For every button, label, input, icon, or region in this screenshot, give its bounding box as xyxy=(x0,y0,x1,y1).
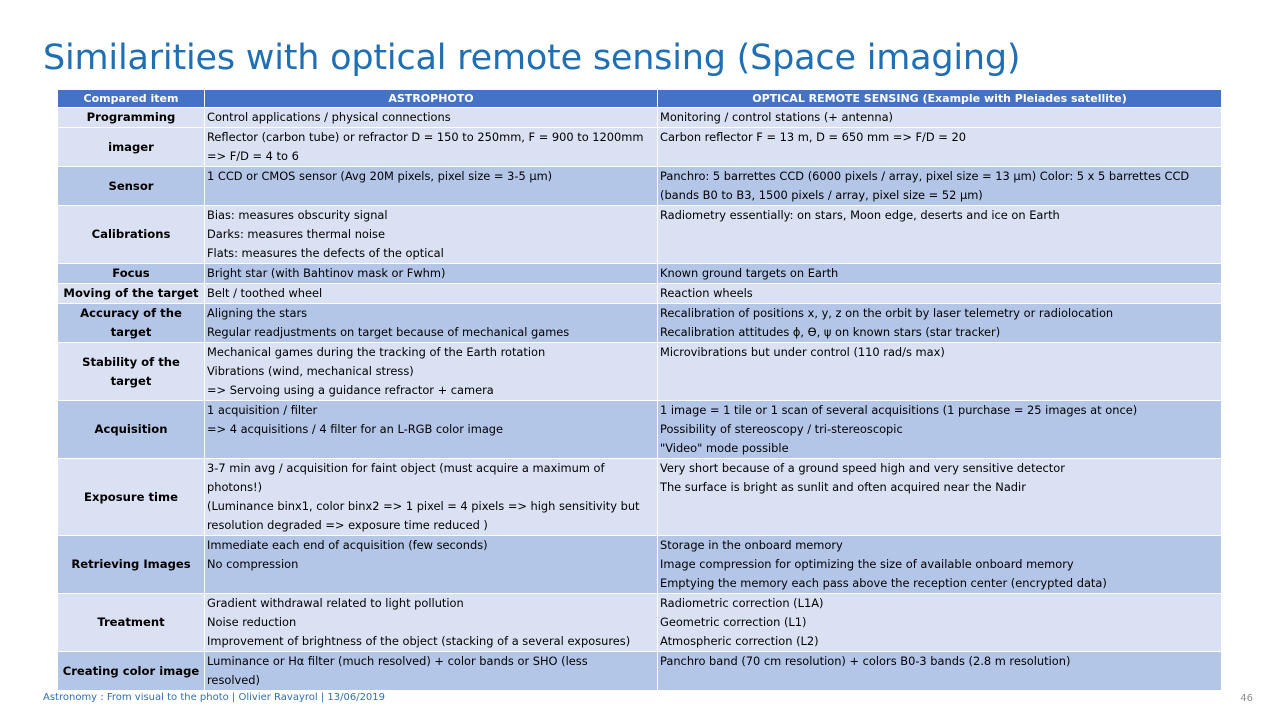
optical-remote-sensing-cell xyxy=(658,304,1222,343)
cell-line: photons!) xyxy=(207,480,263,494)
cell-line: Geometric correction (L1) xyxy=(660,615,807,629)
optical-remote-sensing-cell xyxy=(658,401,1222,459)
cell-line: 1 image = 1 tile or 1 scan of several acquisitions (1 purchase = 25 images at once) xyxy=(660,403,1138,417)
astrophoto-cell xyxy=(205,401,658,459)
optical-remote-sensing-cell xyxy=(658,343,1222,401)
cell-line: Radiometric correction (L1A) xyxy=(660,596,824,610)
cell-line: Very short because of a ground speed high and very sensitive detector xyxy=(660,461,1065,475)
cell-line: Microvibrations but under control (110 rad/s max) xyxy=(660,345,945,359)
cell-line: Bright star (with Bahtinov mask or Fwhm) xyxy=(207,266,446,280)
cell-line: Belt / toothed wheel xyxy=(207,286,323,300)
table-row xyxy=(58,401,1222,459)
optical-remote-sensing-cell xyxy=(658,284,1222,304)
table-row xyxy=(58,459,1222,536)
row-compared-item: Moving of the target xyxy=(58,284,205,304)
cell-line: Known ground targets on Earth xyxy=(660,266,839,280)
cell-line: Recalibration of positions x, y, z on the orbit by laser telemetry or radiolocation xyxy=(660,306,1114,320)
cell-line: Reaction wheels xyxy=(660,286,753,300)
cell-line: Panchro band (70 cm resolution) + colors B0-3 bands (2.8 m resolution) xyxy=(660,654,1071,668)
cell-line: Aligning the stars xyxy=(207,306,308,320)
cell-line: Flats: measures the defects of the optical xyxy=(207,246,444,260)
astrophoto-cell xyxy=(205,594,658,652)
cell-line: Radiometry essentially: on stars, Moon edge, deserts and ice on Earth xyxy=(660,208,1060,222)
header-compared-item: Compared item xyxy=(58,90,205,108)
optical-remote-sensing-cell xyxy=(658,264,1222,284)
cell-line: Reflector (carbon tube) or refractor D = 150 to 250mm, F = 900 to 1200mm xyxy=(207,130,644,144)
cell-line: (Luminance binx1, color binx2 => 1 pixel = 4 pixels => high sensitivity but xyxy=(207,499,640,513)
table-row xyxy=(58,128,1222,167)
table-header-row xyxy=(58,90,1222,108)
cell-line: resolution degraded => exposure time reduced ) xyxy=(207,518,488,532)
astrophoto-cell xyxy=(205,652,658,691)
header-optical-remote-sensing: OPTICAL REMOTE SENSING (Example with Pleiades satellite) xyxy=(658,90,1222,108)
astrophoto-cell xyxy=(205,264,658,284)
cell-line: Darks: measures thermal noise xyxy=(207,227,385,241)
cell-line: "Video" mode possible xyxy=(660,441,789,455)
row-compared-item: Acquisition xyxy=(58,401,205,459)
astrophoto-cell xyxy=(205,206,658,264)
row-compared-item: Exposure time xyxy=(58,459,205,536)
row-compared-item: Programming xyxy=(58,108,205,128)
cell-line: Carbon reflector F = 13 m, D = 650 mm => F/D = 20 xyxy=(660,130,966,144)
cell-line: 1 CCD or CMOS sensor (Avg 20M pixels, pixel size = 3-5 µm) xyxy=(207,169,553,183)
cell-line: resolved) xyxy=(207,673,260,687)
table-row xyxy=(58,264,1222,284)
row-compared-item: Treatment xyxy=(58,594,205,652)
page-number: 46 xyxy=(1240,693,1253,704)
cell-line: => F/D = 4 to 6 xyxy=(207,149,299,163)
cell-line: No compression xyxy=(207,557,299,571)
cell-line: Panchro: 5 barrettes CCD (6000 pixels / array, pixel size = 13 µm) Color: 5 x 5 barrettes CCD xyxy=(660,169,1190,183)
astrophoto-cell xyxy=(205,536,658,594)
cell-line: Immediate each end of acquisition (few seconds) xyxy=(207,538,488,552)
table-row xyxy=(58,652,1222,691)
optical-remote-sensing-cell xyxy=(658,128,1222,167)
astrophoto-cell xyxy=(205,304,658,343)
cell-line: Storage in the onboard memory xyxy=(660,538,843,552)
table-row xyxy=(58,343,1222,401)
astrophoto-cell xyxy=(205,459,658,536)
table-row xyxy=(58,284,1222,304)
cell-line: Bias: measures obscurity signal xyxy=(207,208,388,222)
cell-line: => Servoing using a guidance refractor + camera xyxy=(207,383,494,397)
header-astrophoto: ASTROPHOTO xyxy=(205,90,658,108)
table-row xyxy=(58,206,1222,264)
cell-line: Noise reduction xyxy=(207,615,297,629)
table-row xyxy=(58,536,1222,594)
row-compared-item: Retrieving Images xyxy=(58,536,205,594)
table-row xyxy=(58,594,1222,652)
cell-line: Mechanical games during the tracking of the Earth rotation xyxy=(207,345,546,359)
cell-line: 1 acquisition / filter xyxy=(207,403,318,417)
cell-line: Image compression for optimizing the size of available onboard memory xyxy=(660,557,1074,571)
cell-line: Regular readjustments on target because of mechanical games xyxy=(207,325,570,339)
optical-remote-sensing-cell xyxy=(658,206,1222,264)
optical-remote-sensing-cell xyxy=(658,536,1222,594)
cell-line: 3-7 min avg / acquisition for faint object (must acquire a maximum of xyxy=(207,461,605,475)
astrophoto-cell xyxy=(205,343,658,401)
table-body xyxy=(58,108,1222,691)
cell-line: Emptying the memory each pass above the reception center (encrypted data) xyxy=(660,576,1107,590)
cell-line: => 4 acquisitions / 4 filter for an L-RGB color image xyxy=(207,422,504,436)
cell-line: Possibility of stereoscopy / tri-stereoscopic xyxy=(660,422,903,436)
optical-remote-sensing-cell xyxy=(658,594,1222,652)
row-compared-item: Stability of the target xyxy=(58,343,205,401)
cell-line: Luminance or Hα filter (much resolved) + color bands or SHO (less xyxy=(207,654,588,668)
optical-remote-sensing-cell xyxy=(658,167,1222,206)
slide-title: Similarities with optical remote sensing (Space imaging) xyxy=(43,38,1021,78)
astrophoto-cell xyxy=(205,284,658,304)
cell-line: Monitoring / control stations (+ antenna) xyxy=(660,110,893,124)
optical-remote-sensing-cell xyxy=(658,459,1222,536)
optical-remote-sensing-cell xyxy=(658,652,1222,691)
cell-line: Control applications / physical connections xyxy=(207,110,451,124)
table-row xyxy=(58,108,1222,128)
row-compared-item: Accuracy of the target xyxy=(58,304,205,343)
comparison-table xyxy=(57,89,1222,691)
row-compared-item: Calibrations xyxy=(58,206,205,264)
row-compared-item: Sensor xyxy=(58,167,205,206)
row-compared-item: Focus xyxy=(58,264,205,284)
cell-line: Gradient withdrawal related to light pollution xyxy=(207,596,464,610)
cell-line: Improvement of brightness of the object (stacking of a several exposures) xyxy=(207,634,631,648)
row-compared-item: imager xyxy=(58,128,205,167)
footer-text: Astronomy : From visual to the photo | Olivier Ravayrol | 13/06/2019 xyxy=(43,692,386,703)
astrophoto-cell xyxy=(205,128,658,167)
cell-line: Recalibration attitudes ϕ, ϴ, ψ on known stars (star tracker) xyxy=(660,325,1001,339)
astrophoto-cell xyxy=(205,167,658,206)
cell-line: The surface is bright as sunlit and often acquired near the Nadir xyxy=(660,480,1026,494)
table-row xyxy=(58,167,1222,206)
cell-line: (bands B0 to B3, 1500 pixels / array, pixel size = 52 µm) xyxy=(660,188,983,202)
cell-line: Vibrations (wind, mechanical stress) xyxy=(207,364,414,378)
astrophoto-cell xyxy=(205,108,658,128)
table-row xyxy=(58,304,1222,343)
cell-line: Atmospheric correction (L2) xyxy=(660,634,819,648)
optical-remote-sensing-cell xyxy=(658,108,1222,128)
row-compared-item: Creating color image xyxy=(58,652,205,691)
